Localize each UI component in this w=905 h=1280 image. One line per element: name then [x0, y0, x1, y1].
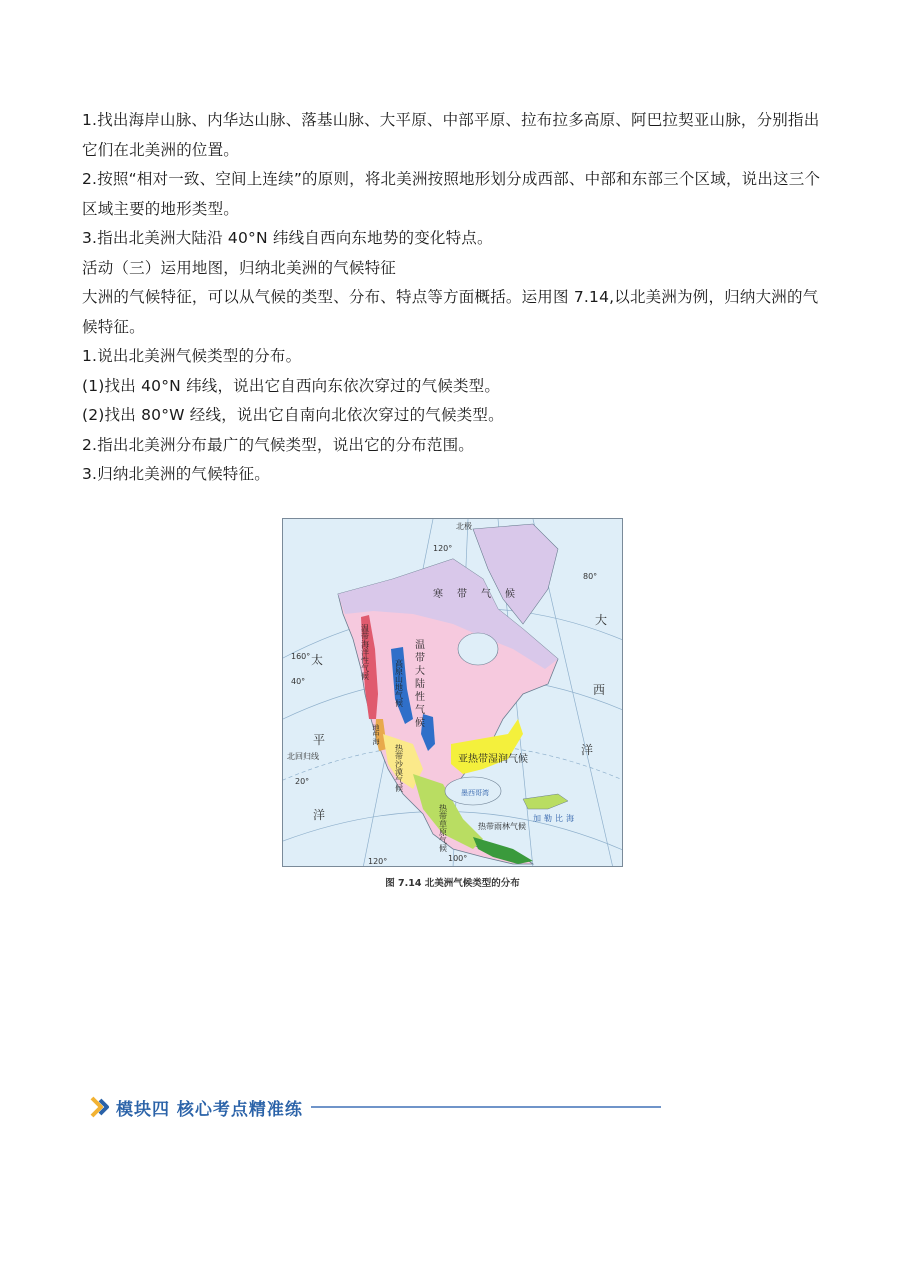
module-divider	[311, 1106, 661, 1108]
paragraph: 2.指出北美洲分布最广的气候类型，说出它的分布范围。	[82, 435, 474, 454]
label-lon-100-bottom: 100°	[448, 854, 468, 863]
label-highland: 高原山地气候	[394, 659, 404, 707]
caribbean-islands	[523, 794, 568, 809]
label-savanna: 热带草原气候	[438, 804, 448, 852]
activity-heading: 活动（三）运用地图，归纳北美洲的气候特征	[82, 258, 397, 277]
label-caribbean: 加勒比海	[533, 814, 577, 823]
label-rainforest: 热带雨林气候	[478, 822, 526, 831]
label-lon-160: 160°	[291, 652, 311, 661]
label-lon-120-bottom: 120°	[368, 857, 388, 866]
paragraph: 大洲的气候特征，可以从气候的类型、分布、特点等方面概括。运用图 7.14,以北美洲为例，归纳大洲的气候特征。	[82, 288, 819, 336]
paragraph: (1)找出 40°N 纬线，说出它自西向东依次穿过的气候类型。	[82, 376, 501, 395]
label-atlantic-1: 大	[595, 613, 608, 627]
label-lon-80: 80°	[583, 572, 598, 581]
paragraph: 1.说出北美洲气候类型的分布。	[82, 347, 302, 365]
label-atlantic-2: 西	[593, 683, 606, 697]
label-gulf: 墨西哥湾	[461, 789, 489, 797]
label-mediterranean: 地中海	[372, 724, 380, 745]
label-pacific-2: 平	[313, 733, 326, 747]
label-lat-40: 40°	[291, 677, 306, 686]
label-pacific-1: 太	[311, 653, 324, 667]
chevron-double-icon	[88, 1094, 114, 1120]
label-tropic: 北回归线	[287, 752, 319, 761]
hudson-bay	[458, 633, 498, 665]
paragraph: 2.按照“相对一致、空间上连续”的原则，将北美洲按照地形划分成西部、中部和东部三个区域，说出这三个区域主要的地形类型。	[82, 170, 821, 218]
paragraph: 3.归纳北美洲的气候特征。	[82, 465, 270, 483]
paragraph: (2)找出 80°W 经线，说出它自南向北依次穿过的气候类型。	[82, 406, 504, 424]
north-america-climate-map	[282, 518, 623, 867]
label-atlantic-3: 洋	[581, 743, 594, 757]
figure-caption: 图 7.14 北美洲气候类型的分布	[385, 878, 520, 889]
label-lon-120: 120°	[433, 544, 453, 553]
label-lat-20: 20°	[295, 777, 310, 786]
paragraph: 1.找出海岸山脉、内华达山脉、落基山脉、大平原、中部平原、拉布拉多高原、阿巴拉契亚山脉，分别指出它们在北美洲的位置。	[82, 111, 820, 159]
label-tundra: 寒带气候	[433, 589, 529, 600]
label-north-pole: 北极	[456, 522, 472, 531]
text-body	[82, 106, 827, 490]
paragraph: 3.指出北美洲大陆沿 40°N 纬线自西向东地势的变化特点。	[82, 229, 493, 247]
label-desert: 热带沙漠气候	[394, 744, 404, 792]
label-subtropical: 亚热带湿润气候	[458, 754, 528, 765]
module-header	[88, 1094, 661, 1120]
label-maritime: 温带海洋性气候	[360, 624, 370, 680]
label-pacific-3: 洋	[313, 808, 326, 822]
climate-map-figure	[282, 518, 623, 894]
module-title: 模块四 核心考点精准练	[116, 1099, 303, 1120]
label-continental: 温带大陆性气候	[412, 639, 424, 730]
